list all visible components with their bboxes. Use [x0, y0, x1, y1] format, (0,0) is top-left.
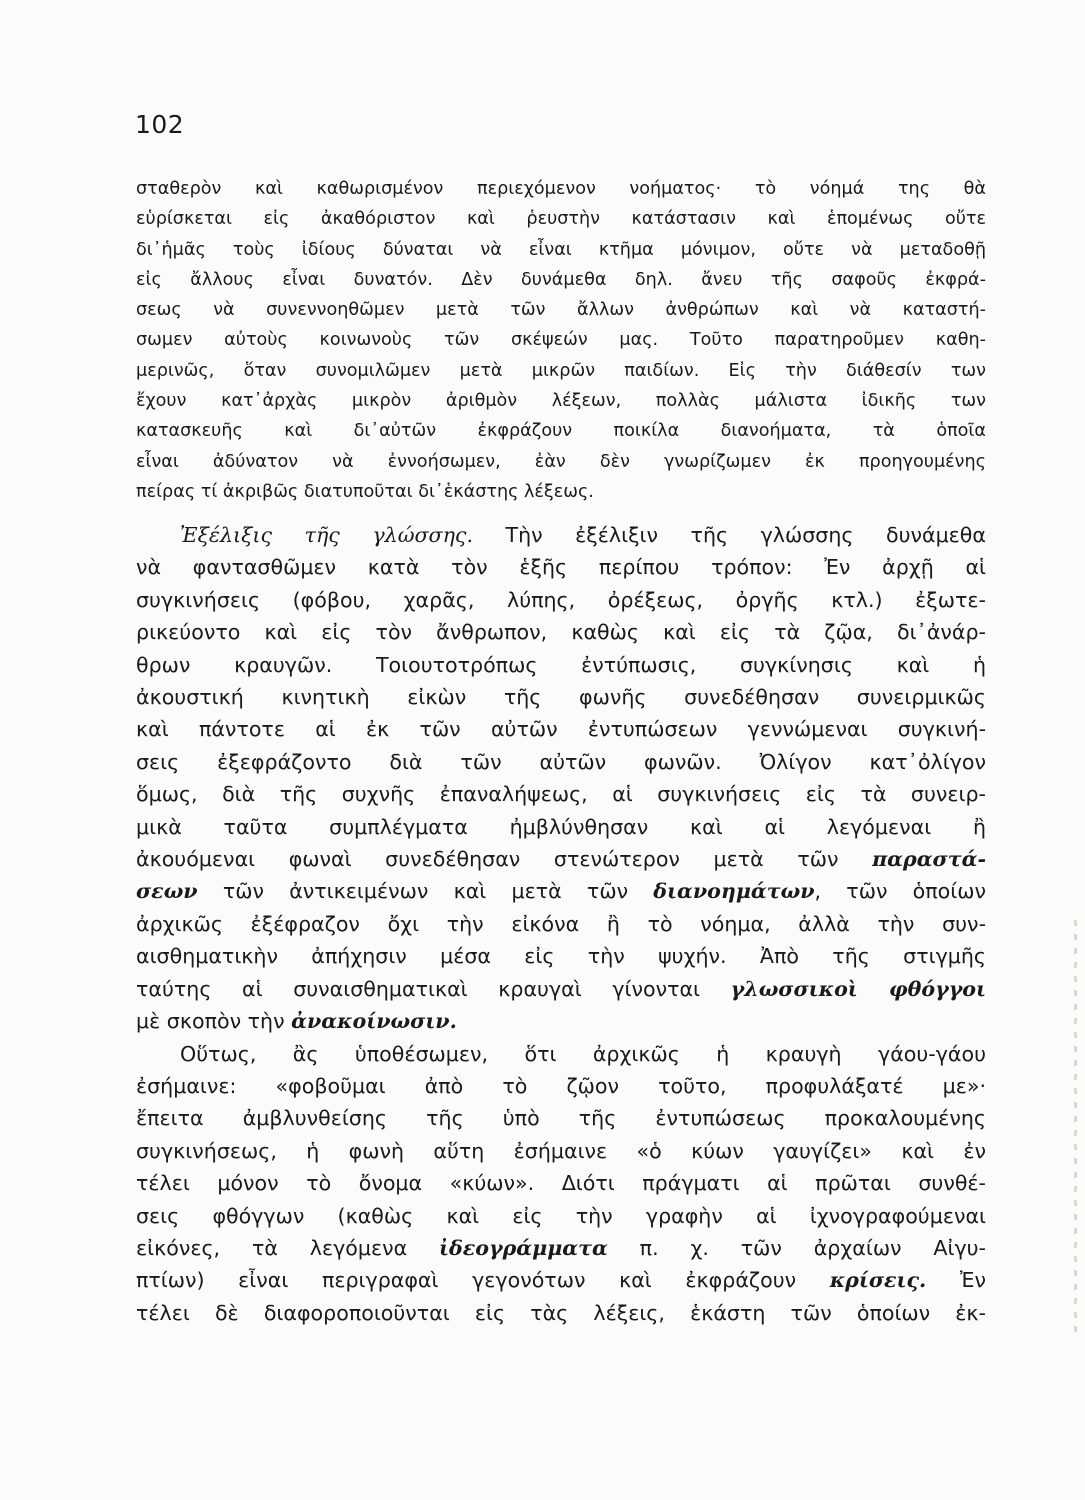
emphasized-term: παραστά- — [872, 847, 986, 872]
text-line: σεις φθόγγων (καθὼς καὶ εἰς τὴν γραφὴν αἱ ἰχνογραφούμεναι — [136, 1203, 986, 1228]
text-line: σωμεν αὐτοὺς κοινωνοὺς τῶν σκέψεών μας. Τοῦτο παρατηροῦμεν καθη- — [136, 330, 986, 351]
text-line — [136, 973, 986, 1005]
text-line: ἐσήμαινε: «φοβοῦμαι ἀπὸ τὸ ζῷον τοῦτο, προφυλάξατέ με»· — [136, 1073, 986, 1098]
text-line: ρικεύοντο καὶ εἰς τὸν ἄνθρωπον, καθὼς καὶ εἰς τὰ ζῷα, δι᾽ἀνάρ- — [136, 620, 986, 645]
text-fragment: μὲ σκοπὸν τὴν — [136, 1009, 292, 1034]
text-line: ἔπειτα ἀμβλυνθείσης τῆς ὑπὸ τῆς ἐντυπώσεως προκαλουμένης — [136, 1106, 986, 1131]
text-fragment: , τῶν ὁποίων — [814, 879, 986, 904]
section-first-line — [136, 519, 986, 551]
text-line: καὶ πάντοτε αἱ ἐκ τῶν αὐτῶν ἐντυπώσεων γεννώμεναι συγκινή- — [136, 717, 986, 742]
text-fragment: π. χ. τῶν ἀρχαίων Αἰγυ- — [607, 1235, 986, 1260]
section-heading: Ἐξέλιξις τῆς γλώσσης. — [180, 523, 474, 547]
text-line: συγκινήσεις (φόβου, χαρᾶς, λύπης, ὀρέξεως, ὀργῆς κτλ.) ἐξωτε- — [136, 587, 986, 612]
text-fragment: εἰκόνες, τὰ λεγόμενα — [136, 1235, 440, 1260]
text-line: νὰ φαντασθῶμεν κατὰ τὸν ἑξῆς περίπου τρόπον: Ἐν ἀρχῇ αἱ — [136, 555, 986, 580]
text-fragment: πτίων) εἶναι περιγραφαὶ γεγονότων καὶ ἐκφράζουν — [136, 1268, 830, 1293]
text-fragment: τῶν ἀντικειμένων καὶ μετὰ τῶν — [197, 879, 654, 904]
text-line — [136, 843, 986, 875]
text-line: ὅμως, διὰ τῆς συχνῆς ἐπαναλήψεως, αἱ συγκινήσεις εἰς τὰ συνειρ- — [136, 782, 986, 807]
emphasized-term: γλωσσικοὶ φθόγγοι — [730, 976, 987, 1001]
text-line: δι᾽ἡμᾶς τοὺς ἰδίους δύναται νὰ εἶναι κτῆμα μόνιμον, οὔτε νὰ μεταδοθῇ — [136, 239, 986, 260]
text-line — [136, 875, 986, 907]
text-line: σεως νὰ συνεννοηθῶμεν μετὰ τῶν ἄλλων ἀνθρώπων καὶ νὰ καταστή- — [136, 300, 986, 321]
text-line: συγκινήσεως, ἡ φωνὴ αὕτη ἐσήμαινε «ὁ κύων γαυγίζει» καὶ ἐν — [136, 1138, 986, 1163]
paragraph-continuation — [136, 174, 986, 507]
text-line: θρων κραυγῶν. Τοιουτοτρόπως ἐντύπωσις, συγκίνησις καὶ ἡ — [136, 652, 986, 677]
text-line: εὑρίσκεται εἰς ἀκαθόριστον καὶ ῥευστὴν κατάστασιν καὶ ἑπομένως οὔτε — [136, 209, 986, 230]
text-line: εἰς ἄλλους εἶναι δυνατόν. Δὲν δυνάμεθα δηλ. ἄνευ τῆς σαφοῦς ἐκφρά- — [136, 269, 986, 290]
text-line — [136, 1264, 986, 1296]
text-line: ἀκουστική κινητικὴ εἰκὼν τῆς φωνῆς συνεδέθησαν συνειρμικῶς — [136, 685, 986, 710]
page-number: 102 — [135, 110, 185, 139]
text-line: σεις ἐξεφράζοντο διὰ τῶν αὐτῶν φωνῶν. Ὀλίγον κατ᾽ὀλίγον — [136, 749, 986, 774]
emphasized-term: σεων — [136, 879, 198, 904]
text-fragment: ἀκουόμεναι φωναὶ συνεδέθησαν στενώτερον μετὰ τῶν — [136, 847, 873, 872]
text-line: τέλει δὲ διαφοροποιοῦνται εἰς τὰς λέξεις, ἑκάστη τῶν ὁποίων ἐκ- — [136, 1300, 986, 1325]
text-line: ἀρχικῶς ἐξέφραζον ὄχι τὴν εἰκόνα ἢ τὸ νόημα, ἀλλὰ τὴν συν- — [136, 911, 986, 936]
text-line: κατασκευῆς καὶ δι᾽αὐτῶν ἐκφράζουν ποικίλα διανοήματα, τὰ ὁποῖα — [136, 421, 986, 442]
emphasized-term: διανοημάτων — [653, 879, 815, 904]
emphasized-term: ἰδεογράμματα — [439, 1235, 608, 1260]
text-line: μικὰ ταῦτα συμπλέγματα ἠμβλύνθησαν καὶ αἱ λεγόμεναι ἢ — [136, 814, 986, 839]
text-line: πείρας τί ἀκριβῶς διατυποῦται δι᾽ἑκάστης λέξεως. — [136, 481, 594, 502]
text-line: τέλει μόνον τὸ ὄνομα «κύων». Διότι πράγματι αἱ πρῶται συνθέ- — [136, 1171, 986, 1196]
text-line: μερινῶς, ὅταν συνομιλῶμεν μετὰ μικρῶν παιδίων. Εἰς τὴν διάθεσίν των — [136, 360, 986, 381]
text-line: εἶναι ἀδύνατον νὰ ἐννοήσωμεν, ἐὰν δὲν γνωρίζωμεν ἐκ προηγουμένης — [136, 451, 986, 472]
page-edge-shadow — [1074, 920, 1077, 1340]
text-line: Οὕτως, ἂς ὑποθέσωμεν, ὅτι ἀρχικῶς ἡ κραυγὴ γάου-γάου — [180, 1041, 986, 1066]
text-line: σταθερὸν καὶ καθωρισμένον περιεχόμενον νοήματος· τὸ νόημά της θὰ — [136, 179, 986, 199]
text-fragment: Ἐν — [926, 1268, 986, 1293]
text-fragment: ταύτης αἱ συναισθηματικαὶ κραυγαὶ γίνονται — [136, 976, 731, 1001]
section-language-evolution — [136, 519, 986, 1329]
emphasized-term: κρίσεις. — [829, 1268, 927, 1293]
text-line: ἔχουν κατ᾽ἀρχὰς μικρὸν ἀριθμὸν λέξεων, πολλὰς μάλιστα ἰδικῆς των — [136, 391, 986, 412]
text-line — [136, 1232, 986, 1264]
emphasized-term: ἀνακοίνωσιν. — [291, 1009, 457, 1034]
text-line — [136, 1005, 986, 1037]
text-fragment: Τὴν ἐξέλιξιν τῆς γλώσσης δυνάμεθα — [473, 523, 986, 547]
text-line: αισθηματικὴν ἀπήχησιν μέσα εἰς τὴν ψυχήν. Ἀπὸ τῆς στιγμῆς — [136, 944, 986, 969]
